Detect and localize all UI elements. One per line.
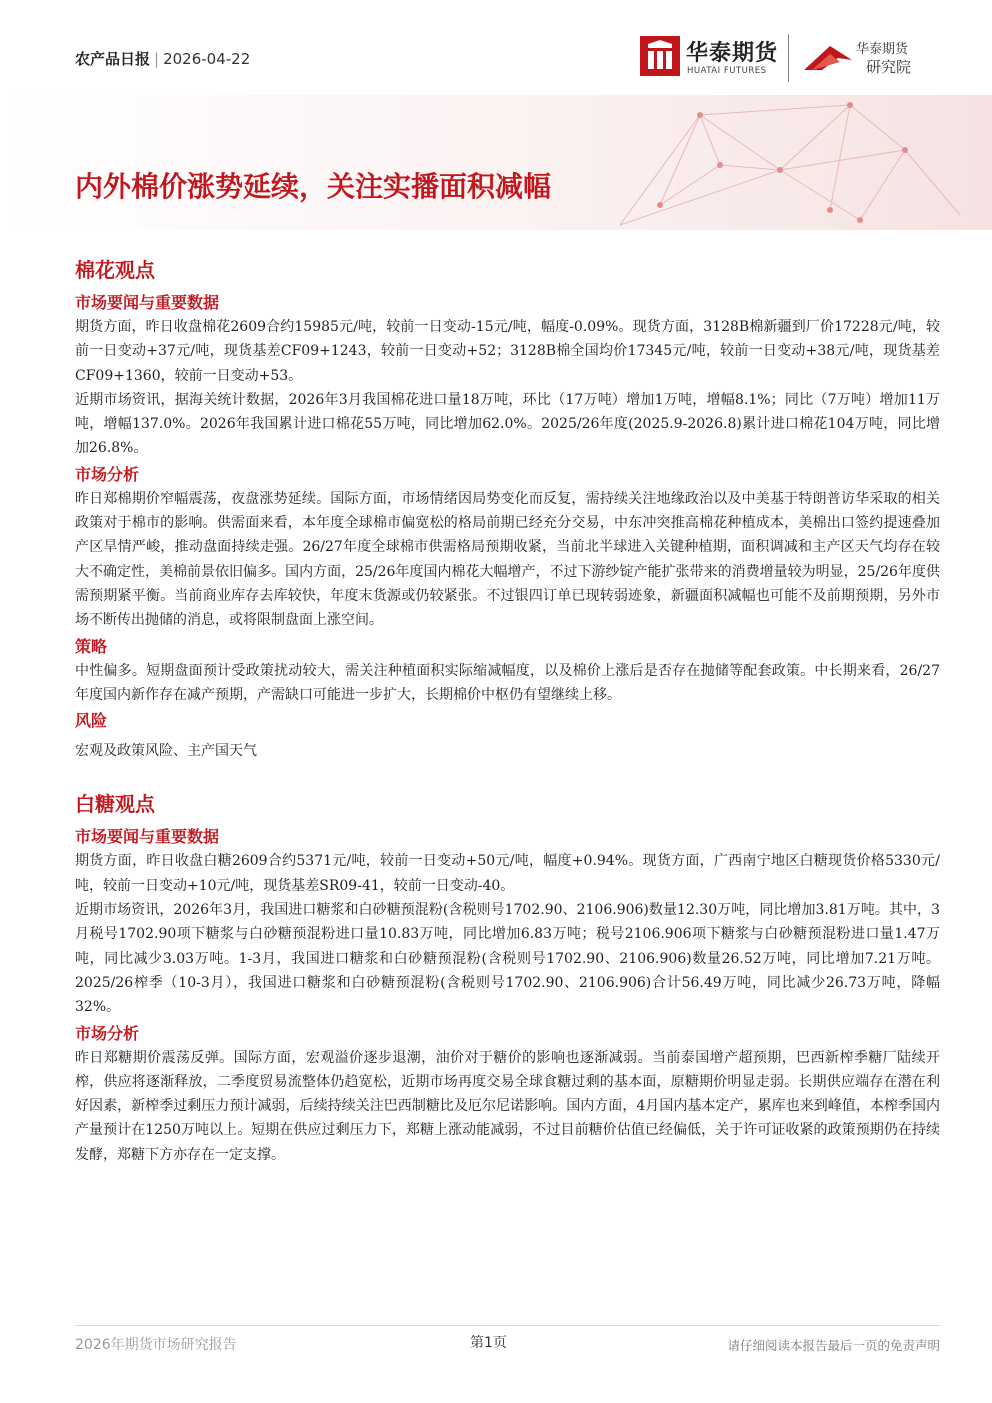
banner-network-decoration — [0, 95, 992, 230]
page-footer — [75, 1325, 940, 1356]
cotton-risk-heading: 风险 — [75, 711, 108, 731]
cotton-news-heading: 市场要闻与重要数据 — [75, 293, 220, 312]
report-date: 2026-04-22 — [163, 50, 251, 68]
section-gap — [75, 763, 940, 789]
company-logo-area — [640, 34, 930, 84]
report-header-meta — [75, 48, 250, 69]
cotton-strategy-heading: 策略 — [75, 636, 108, 656]
cotton-section — [75, 255, 940, 763]
logo-en-text: HUATAI FUTURES — [687, 66, 767, 76]
cotton-heading: 棉花观点 — [75, 258, 155, 282]
cotton-strategy-paragraph: 中性偏多。短期盘面预计受政策扰动较大，需关注种植面积实际缩减幅度，以及棉价上涨后是否存在抛储等配套政策。中长期来看，26/27年度国内新作存在减产预期，产需缺口可能进一步扩大，长期棉价中枢仍有望继续上移。 — [75, 662, 940, 703]
institute-name-line2: 研究院 — [866, 58, 912, 76]
footer-report-name: 2026年期货市场研究报告 — [75, 1337, 237, 1353]
title-banner — [0, 95, 992, 230]
cotton-news-paragraph-2: 近期市场资讯，据海关统计数据，2026年3月我国棉花进口量18万吨，环比（17万吨）增加1万吨，增幅8.1%；同比（7万吨）增加11万吨，增幅137.0%。2026年我国累计进口棉花55万吨，同比增加62.0%。2025/26年度(2025.9-2026.8)累计进口棉花104万吨，同比增加26.8%。 — [75, 391, 940, 457]
footer-disclaimer-note: 请仔细阅读本报告最后一页的免责声明 — [727, 1338, 940, 1353]
sugar-news-paragraph-1: 期货方面，昨日收盘白糖2609合约5371元/吨，较前一日变动+50元/吨，幅度+0.94%。现货方面，广西南宁地区白糖现货价格5330元/吨，较前一日变动+10元/吨，现货基差SR09-41，较前一日变动-40。 — [75, 853, 940, 894]
cotton-news-paragraph-1: 期货方面，昨日收盘棉花2609合约15985元/吨，较前一日变动-15元/吨，幅度-0.09%。现货方面，3128B棉新疆到厂价17228元/吨，较前一日变动+37元/吨，现货基差CF09+1243，较前一日变动+52；3128B棉全国均价17345元/吨，较前一日变动+38元/吨，现货基差CF09+1360，较前一日变动+53。 — [75, 319, 940, 384]
cotton-risk-paragraph: 宏观及政策风险、主产国天气 — [75, 743, 257, 760]
institute-name-line1: 华泰期货 — [856, 42, 909, 57]
report-title: 内外棉价涨势延续，关注实播面积减幅 — [75, 170, 552, 203]
sugar-news-paragraph-2: 近期市场资讯，2026年3月，我国进口糖浆和白砂糖预混粉(含税则号1702.90、2106.906)数量12.30万吨，同比增加3.81万吨。其中，3月税号1702.90项下糖浆与白砂糖预混粉进口量10.83万吨，同比增加6.83万吨；税号2106.906项下糖浆与白砂糖预混粉进口量1.47万吨，同比减少3.03万吨。1-3月，我国进口糖浆和白砂糖预混粉(含税则号1702.90、2106.906)数量26.52万吨，同比增加7.21万吨。2025/26榨季（10-3月），我国进口糖浆和白砂糖预混粉(含税则号1702.90、2106.906)合计56.49万吨，同比减少26.73万吨，降幅32%。 — [75, 902, 940, 1016]
sugar-news-heading: 市场要闻与重要数据 — [75, 827, 220, 847]
report-type: 农产品日报 — [75, 50, 151, 68]
sugar-analysis-heading: 市场分析 — [75, 1023, 140, 1043]
logo-divider — [788, 34, 789, 82]
institute-logo-icon — [800, 40, 856, 74]
header-separator: | — [154, 50, 160, 68]
report-body — [75, 255, 940, 1167]
footer-page-number: 第1页 — [470, 1335, 507, 1351]
cotton-analysis-paragraph: 昨日郑棉期价窄幅震荡，夜盘涨势延续。国际方面，市场情绪因局势变化而反复，需持续关注地缘政治以及中美基于特朗普访华采取的相关政策对于棉市的影响。供需面来看，本年度全球棉市偏宽松的格局前期已经充分交易，中东冲突推高棉花种植成本，美棉出口签约提速叠加产区旱情严峻，推动盘面持续走强。26/27年度全球棉市供需格局预期收紧，当前北半球进入关键种植期，面积调减和主产区天气均存在较大不确定性，美棉前景依旧偏多。国内方面，25/26年度国内棉花大幅增产，不过下游纱锭产能扩张带来的消费增量较为明显，25/26年度供需预期紧平衡。当前商业库存去库较快，年度末货源或仍较紧张。不过银四订单已现转弱迹象，新疆面积减幅也可能不及前期预期，另外市场不断传出抛储的消息，或将限制盘面上涨空间。 — [75, 490, 940, 629]
logo-cn-text: 华泰期货 — [686, 41, 779, 66]
cotton-analysis-heading: 市场分析 — [75, 464, 140, 484]
sugar-heading: 白糖观点 — [75, 792, 155, 817]
huatai-logo-icon — [640, 36, 680, 76]
sugar-section — [75, 789, 940, 1167]
sugar-analysis-paragraph: 昨日郑糖期价震荡反弹。国际方面，宏观溢价逐步退潮，油价对于糖价的影响也逐渐减弱。当前泰国增产超预期，巴西新榨季糖厂陆续开榨，供应将逐渐释放，二季度贸易流整体仍趋宽松，近期市场再度交易全球食糖过剩的基本面，原糖期价明显走弱。长期供应端存在潜在利好因素，新榨季过剩压力预计减弱，后续持续关注巴西制糖比及厄尔尼诺影响。国内方面，4月国内基本定产，累库也来到峰值，本榨季国内产量预计在1250万吨以上。短期在供应过剩压力下，郑糖上涨动能减弱，不过目前糖价估值已经偏低，关于许可证收紧的政策预期仍在持续发酵，郑糖下方亦存在一定支撑。 — [75, 1049, 940, 1163]
